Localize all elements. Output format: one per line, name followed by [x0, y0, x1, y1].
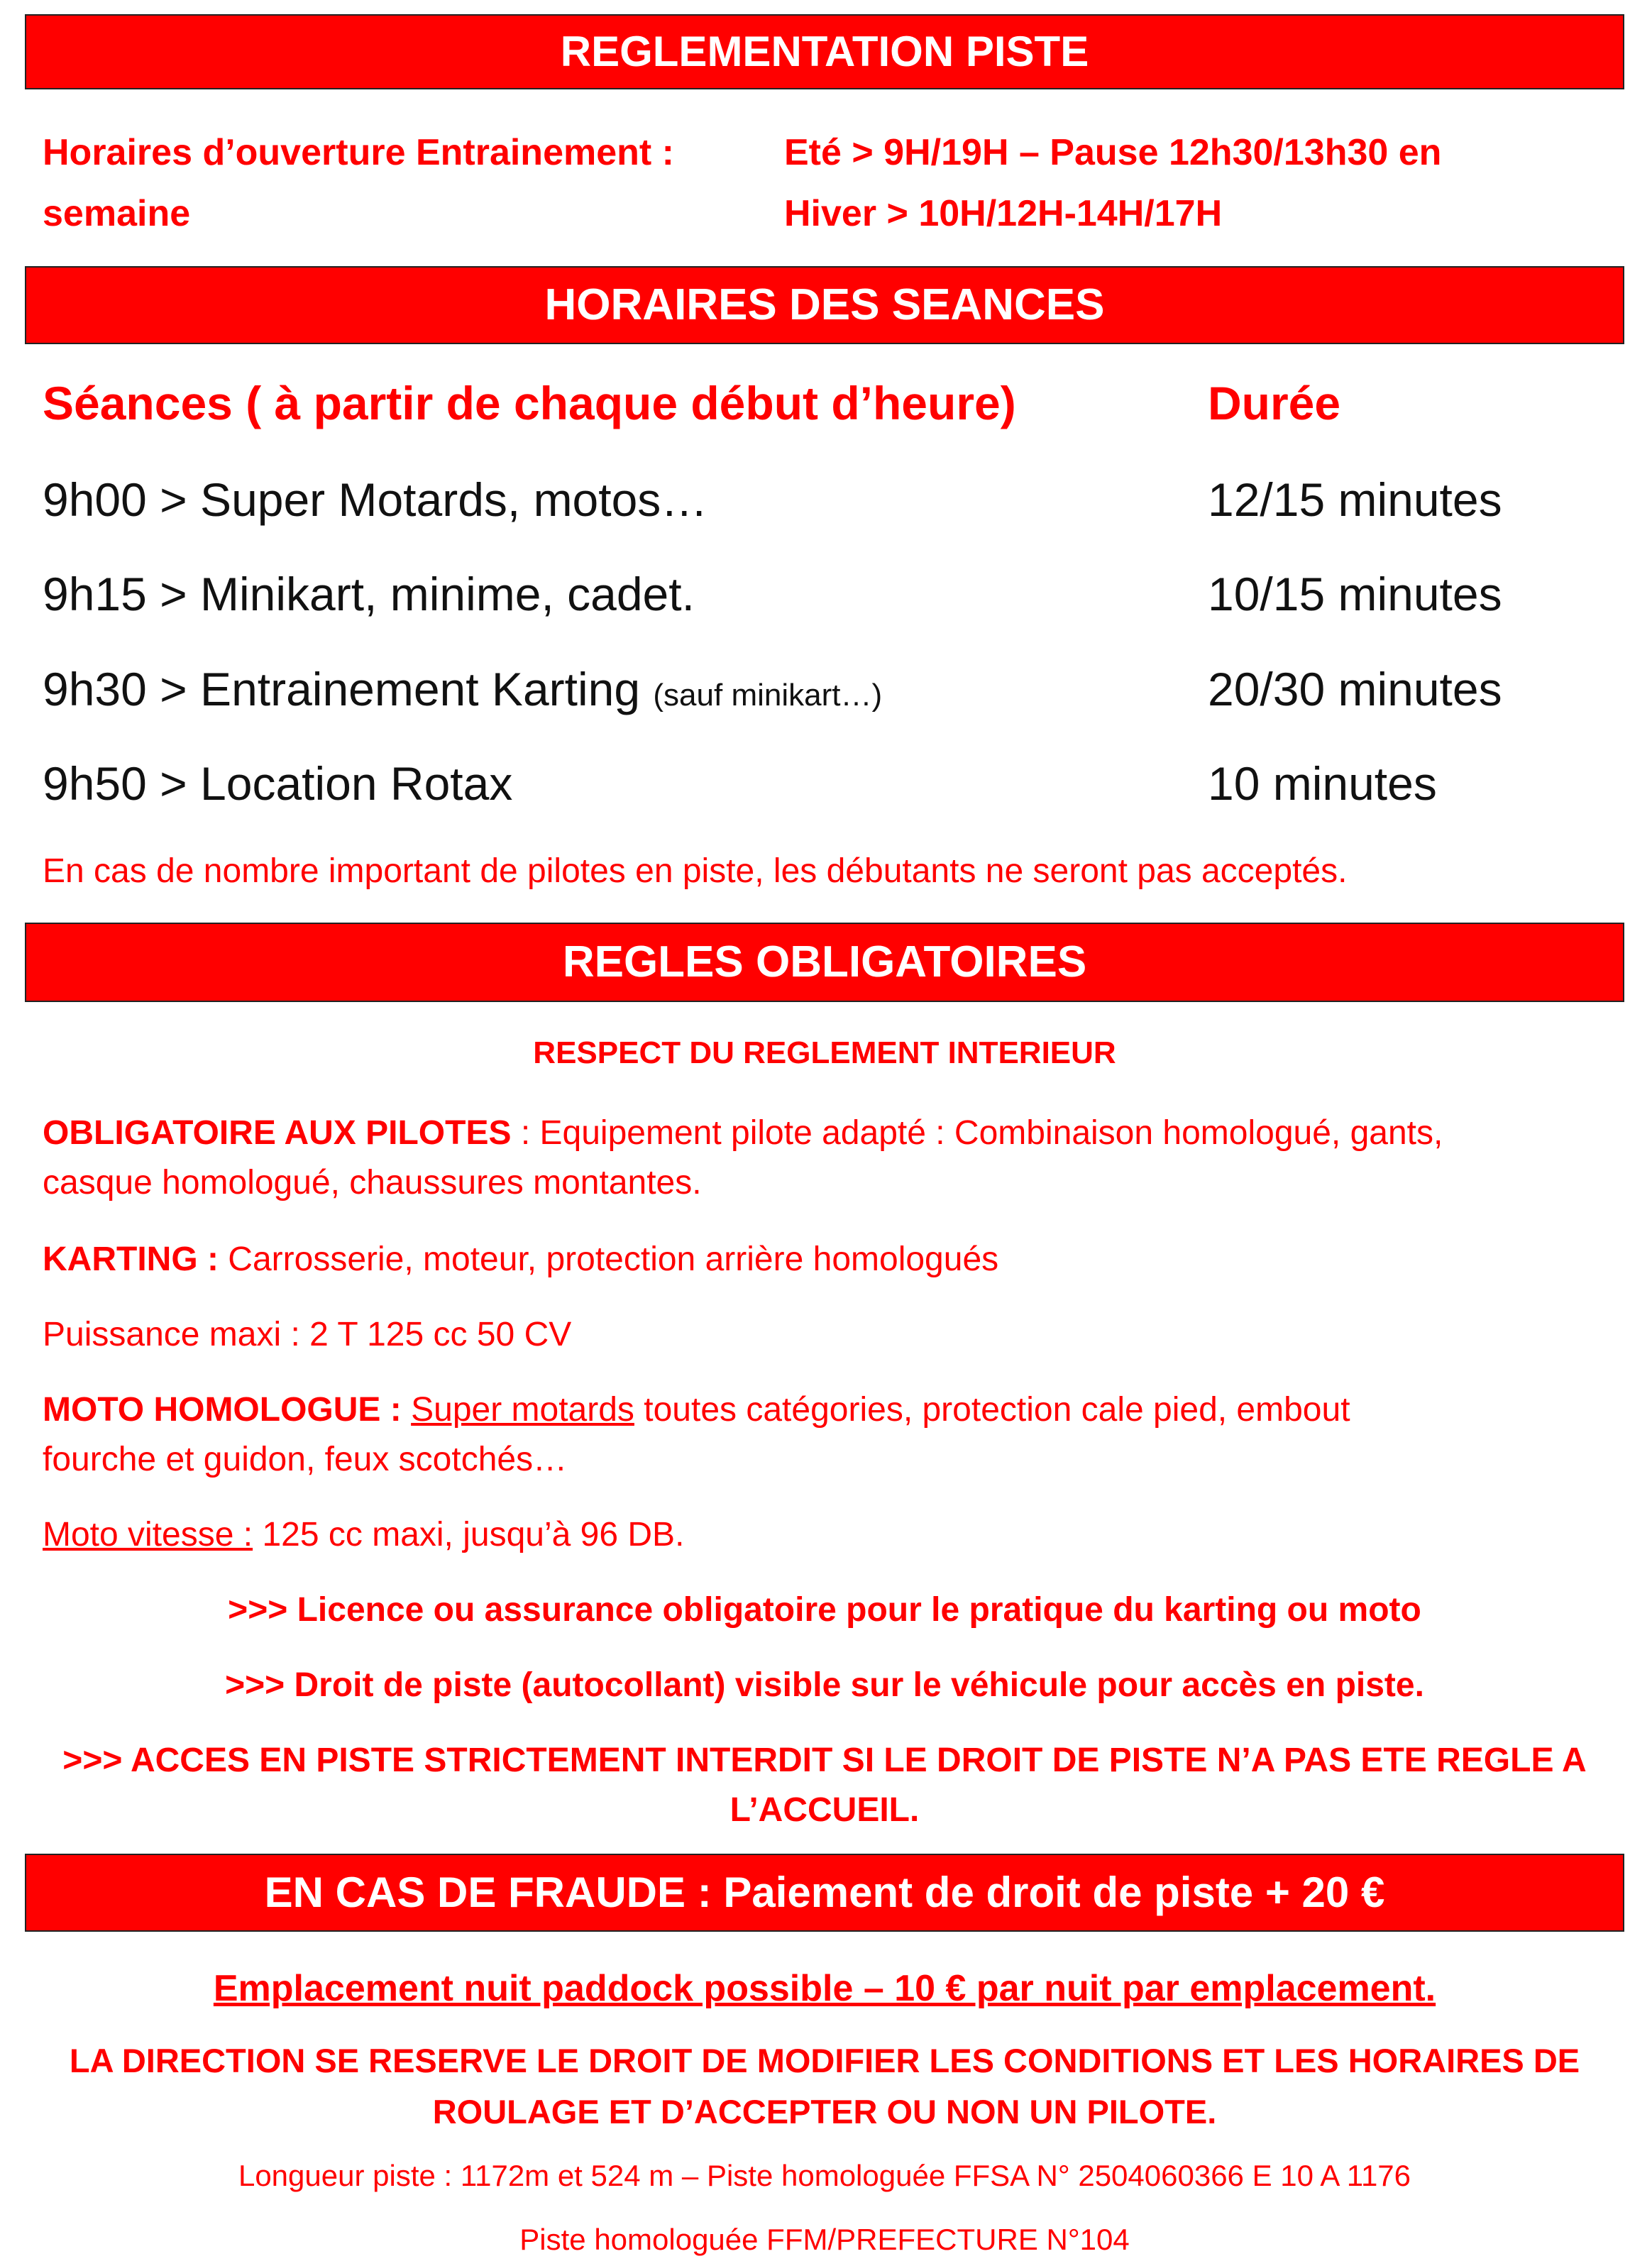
speed-label: Moto vitesse :	[43, 1516, 253, 1553]
banner-title: REGLEMENTATION PISTE	[560, 28, 1089, 75]
banner-title: REGLES OBLIGATOIRES	[562, 937, 1087, 986]
pilots-text: : Equipement pilote adapté : Combinaison homologué, gants,	[511, 1114, 1443, 1152]
pilots-paragraph	[43, 1109, 1611, 1208]
session-label: 9h30 > Entrainement Karting	[43, 663, 641, 715]
moto-paragraph	[43, 1385, 1611, 1485]
direction-notice	[25, 2035, 1624, 2138]
karting-paragraph	[43, 1235, 998, 1285]
hours-label	[43, 122, 674, 244]
paddock-notice: Emplacement nuit paddock possible – 10 € par nuit par emplacement.	[213, 1968, 1436, 2009]
banner-reglementation-piste	[25, 14, 1624, 89]
banner-title: HORAIRES DES SEANCES	[544, 280, 1105, 329]
power-paragraph: Puissance maxi : 2 T 125 cc 50 CV	[43, 1316, 572, 1353]
session-label: 9h15 > Minikart, minime, cadet.	[43, 568, 695, 620]
hours-label-line2: semaine	[43, 193, 191, 234]
pilots-label: OBLIGATOIRE AUX PILOTES	[43, 1114, 512, 1152]
moto-line2: fourche et guidon, feux scotchés…	[43, 1441, 568, 1478]
session-row-2	[43, 566, 695, 622]
hours-label-line1: Horaires d’ouverture Entrainement :	[43, 132, 674, 173]
session-row-3	[43, 661, 882, 724]
pilots-line1	[43, 1109, 1611, 1158]
moto-super-motards: Super motards	[411, 1391, 634, 1429]
speed-text: 125 cc maxi, jusqu’à 96 DB.	[253, 1516, 685, 1553]
rule-access-line2: L’ACCUEIL.	[729, 1791, 920, 1829]
karting-label: KARTING :	[43, 1241, 219, 1278]
sessions-header: Séances ( à partir de chaque début d’heure)	[43, 377, 1016, 429]
duration-header: Durée	[1208, 377, 1341, 429]
karting-text: Carrosserie, moteur, protection arrière homologués	[218, 1241, 999, 1278]
banner-title: EN CAS DE FRAUDE : Paiement de droit de piste + 20 €	[264, 1869, 1385, 1916]
rule-track-sticker: >>> Droit de piste (autocollant) visible sur le véhicule pour accès en piste.	[225, 1666, 1424, 1704]
rule-licence: >>> Licence ou assurance obligatoire pour le pratique du karting ou moto	[228, 1591, 1421, 1629]
session-duration-2: 10/15 minutes	[1208, 568, 1502, 620]
session-duration-3: 20/30 minutes	[1208, 663, 1502, 715]
hours-value	[784, 122, 1441, 244]
moto-text: toutes catégories, protection cale pied, embout	[634, 1391, 1350, 1429]
session-label: 9h00 > Super Motards, motos…	[43, 473, 708, 526]
moto-line1	[43, 1385, 1611, 1435]
respect-heading: RESPECT DU REGLEMENT INTERIEUR	[533, 1035, 1116, 1070]
ffm-homologation: Piste homologuée FFM/PREFECTURE N°104	[519, 2223, 1130, 2256]
moto-label: MOTO HOMOLOGUE :	[43, 1391, 402, 1429]
session-row-4	[43, 755, 512, 812]
rule-access-forbidden	[25, 1736, 1624, 1835]
banner-regles-obligatoires	[25, 923, 1624, 1002]
rule-access-line1: >>> ACCES EN PISTE STRICTEMENT INTERDIT SI LE DROIT DE PISTE N’A PAS ETE REGLE A	[62, 1742, 1587, 1779]
direction-line2: ROULAGE ET D’ACCEPTER OU NON UN PILOTE.	[432, 2093, 1217, 2130]
session-row-1	[43, 471, 707, 528]
session-label: 9h50 > Location Rotax	[43, 757, 513, 810]
hours-summer: Eté > 9H/19H – Pause 12h30/13h30 en	[784, 132, 1442, 173]
session-duration-4: 10 minutes	[1208, 757, 1437, 810]
direction-line1: LA DIRECTION SE RESERVE LE DROIT DE MODIFIER LES CONDITIONS ET LES HORAIRES DE	[69, 2042, 1580, 2079]
pilots-line2: casque homologué, chaussures montantes.	[43, 1164, 702, 1201]
hours-winter: Hiver > 10H/12H-14H/17H	[784, 193, 1223, 234]
banner-horaires-seances	[25, 266, 1624, 344]
track-length: Longueur piste : 1172m et 524 m – Piste homologuée FFSA N° 2504060366 E 10 A 1176	[238, 2159, 1411, 2192]
session-duration-1: 12/15 minutes	[1208, 473, 1502, 526]
session-note: (sauf minikart…)	[653, 678, 883, 713]
banner-fraude	[25, 1854, 1624, 1932]
beginners-notice: En cas de nombre important de pilotes en piste, les débutants ne seront pas acceptés.	[43, 852, 1348, 890]
speed-paragraph	[43, 1510, 684, 1560]
